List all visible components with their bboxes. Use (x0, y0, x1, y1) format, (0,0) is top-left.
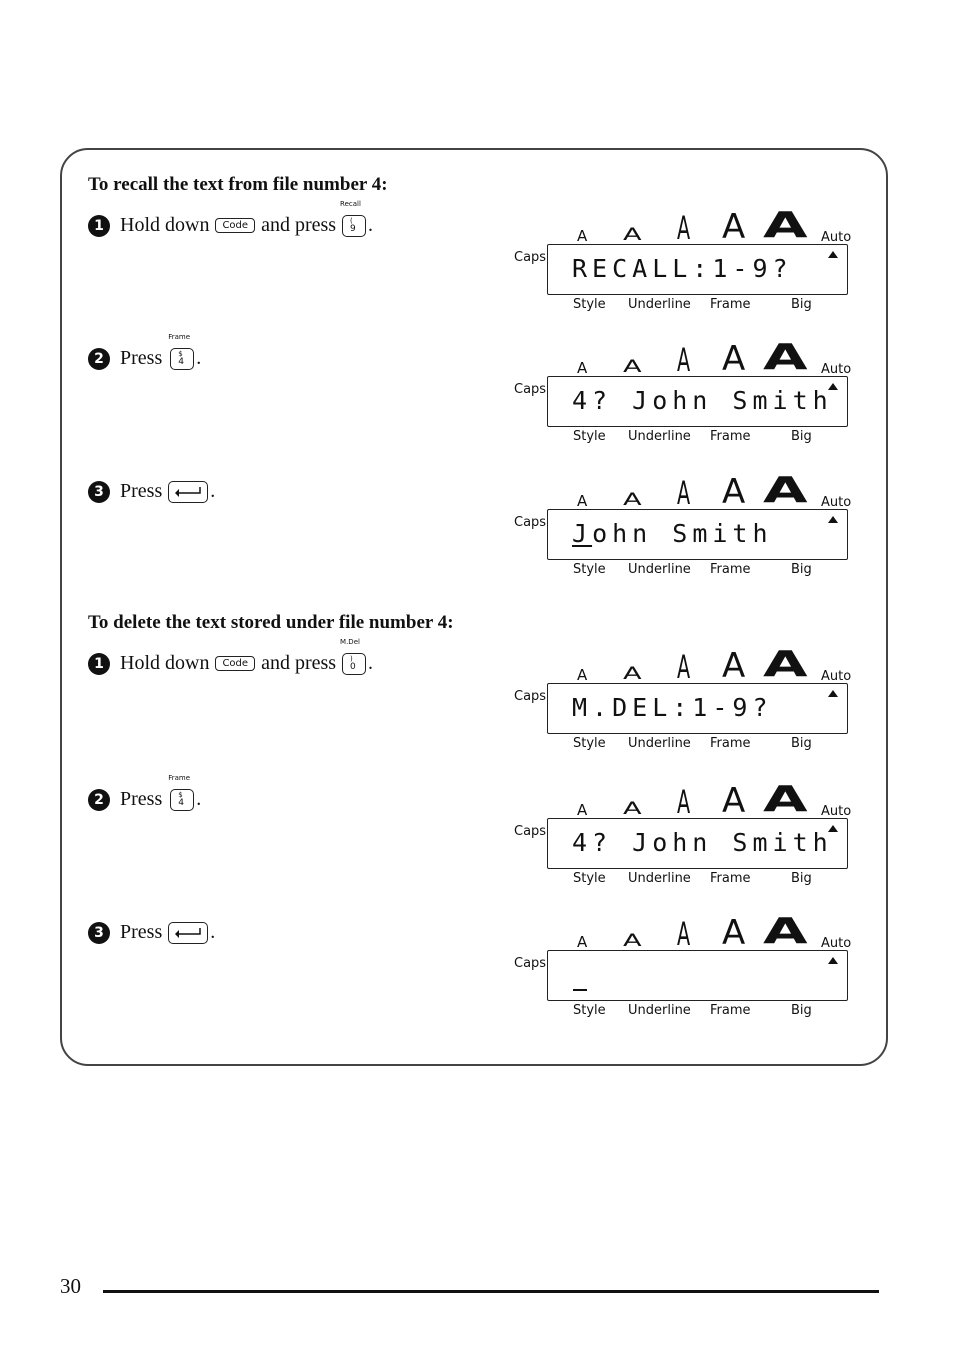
up-arrow-icon (828, 825, 838, 832)
size-indicator: A (677, 648, 691, 686)
lcd-text: John Smith (572, 519, 773, 548)
lcd-bottom-label: Underline (628, 562, 691, 577)
step-end: . (196, 347, 202, 369)
size-indicator: A (763, 911, 808, 952)
lcd-bottom-label: Underline (628, 429, 691, 444)
caps-indicator: Caps (514, 250, 547, 265)
lcd-display (513, 911, 858, 1018)
step-delete-2 (88, 773, 202, 811)
caps-indicator: Caps (514, 515, 547, 530)
size-indicator: A (722, 339, 746, 379)
key-0 (340, 637, 366, 675)
step-recall-1 (88, 199, 374, 237)
footer-rule (103, 1290, 879, 1293)
size-indicator: A (763, 779, 808, 820)
caps-indicator: Caps (514, 824, 547, 839)
lcd-bottom-label: Frame (710, 1003, 751, 1018)
step-recall-2 (88, 332, 202, 370)
size-indicator: A (577, 666, 588, 684)
lcd-text: 4? John Smith (572, 386, 833, 415)
lcd-screen (547, 950, 848, 1001)
auto-indicator: Auto (821, 230, 852, 245)
size-indicator: A (677, 783, 691, 821)
lcd-text: M.DEL:1-9? (572, 693, 773, 722)
step-end: . (368, 652, 374, 674)
step-number: 2 (88, 789, 110, 811)
size-indicator: A (722, 646, 746, 686)
lcd-bottom-label: Frame (710, 736, 751, 751)
size-indicator: A (623, 931, 642, 951)
size-indicator: A (577, 359, 588, 377)
section-heading-recall: To recall the text from file number 4: (88, 174, 388, 195)
lcd-display (513, 205, 858, 312)
page-number: 30 (60, 1274, 81, 1298)
size-indicator: A (677, 915, 691, 953)
lcd-bottom-label: Big (791, 297, 812, 312)
lcd-display (513, 470, 858, 577)
lcd-bottom-label: Frame (710, 871, 751, 886)
key-function-label: M.Del (340, 637, 360, 646)
caps-indicator: Caps (514, 956, 547, 971)
step-end: . (210, 480, 216, 502)
size-indicator: A (677, 474, 691, 512)
step-number: 1 (88, 215, 110, 237)
lcd-bottom-label: Style (573, 1003, 606, 1018)
key-4 (168, 773, 194, 811)
key-digit: 4 (178, 356, 184, 367)
size-indicator: A (623, 799, 642, 819)
size-indicator: A (623, 490, 642, 510)
step-delete-1 (88, 637, 374, 675)
lcd-bottom-label: Frame (710, 562, 751, 577)
cursor-mark (573, 989, 587, 991)
key-symbol: $ (178, 349, 183, 358)
key-digit: 4 (178, 797, 184, 808)
section-heading-delete: To delete the text stored under file number 4: (88, 612, 454, 633)
key-symbol: ) (350, 654, 353, 663)
step-text: Press (120, 347, 163, 369)
step-text: Hold down (120, 652, 210, 674)
step-end: . (196, 788, 202, 810)
step-number: 3 (88, 481, 110, 503)
size-indicator: A (722, 913, 746, 953)
lcd-bottom-label: Style (573, 871, 606, 886)
step-recall-3 (88, 480, 215, 503)
size-indicator: A (763, 205, 808, 246)
auto-indicator: Auto (821, 804, 852, 819)
up-arrow-icon (828, 957, 838, 964)
size-indicator: A (577, 492, 588, 510)
size-indicator: A (722, 472, 746, 512)
step-end: . (210, 921, 216, 943)
size-indicator: A (623, 357, 642, 377)
step-text: Hold down (120, 214, 210, 236)
step-text: and press (261, 652, 337, 674)
lcd-bottom-label: Underline (628, 736, 691, 751)
lcd-bottom-label: Big (791, 871, 812, 886)
lcd-bottom-label: Big (791, 1003, 812, 1018)
lcd-screen (547, 683, 848, 734)
step-delete-3 (88, 921, 215, 944)
lcd-bottom-label: Style (573, 429, 606, 444)
size-indicator: A (623, 664, 642, 684)
size-indicator: A (763, 337, 808, 378)
lcd-display (513, 779, 858, 886)
caps-indicator: Caps (514, 382, 547, 397)
lcd-text: 4? John Smith (572, 828, 833, 857)
caps-indicator: Caps (514, 689, 547, 704)
lcd-screen (547, 376, 848, 427)
size-indicator: A (763, 644, 808, 685)
step-number: 2 (88, 348, 110, 370)
lcd-bottom-label: Underline (628, 297, 691, 312)
lcd-screen (547, 244, 848, 295)
step-text: Press (120, 921, 163, 943)
lcd-screen (547, 509, 848, 560)
auto-indicator: Auto (821, 669, 852, 684)
up-arrow-icon (828, 516, 838, 523)
up-arrow-icon (828, 383, 838, 390)
size-indicator: A (722, 781, 746, 821)
key-function-label: Recall (340, 199, 361, 208)
lcd-bottom-label: Big (791, 429, 812, 444)
code-key: Code (215, 218, 255, 233)
auto-indicator: Auto (821, 936, 852, 951)
lcd-bottom-label: Underline (628, 871, 691, 886)
enter-key-icon (168, 481, 208, 503)
lcd-bottom-label: Big (791, 736, 812, 751)
key-digit: 0 (350, 661, 356, 672)
step-number: 3 (88, 922, 110, 944)
key-4 (168, 332, 194, 370)
size-indicator: A (577, 933, 588, 951)
size-indicator: A (677, 209, 691, 247)
key-function-label: Frame (168, 773, 191, 782)
key-symbol: ( (350, 216, 353, 225)
size-indicator: A (623, 225, 642, 245)
key-9 (340, 199, 366, 237)
auto-indicator: Auto (821, 362, 852, 377)
lcd-bottom-label: Frame (710, 297, 751, 312)
lcd-bottom-label: Style (573, 562, 606, 577)
lcd-bottom-label: Style (573, 297, 606, 312)
key-function-label: Frame (168, 332, 191, 341)
lcd-screen (547, 818, 848, 869)
up-arrow-icon (828, 251, 838, 258)
auto-indicator: Auto (821, 495, 852, 510)
enter-key-icon (168, 922, 208, 944)
size-indicator: A (763, 470, 808, 511)
key-symbol: $ (178, 790, 183, 799)
lcd-bottom-label: Big (791, 562, 812, 577)
lcd-display (513, 644, 858, 751)
step-number: 1 (88, 653, 110, 675)
up-arrow-icon (828, 690, 838, 697)
size-indicator: A (577, 801, 588, 819)
size-indicator: A (677, 341, 691, 379)
lcd-display (513, 337, 858, 444)
key-digit: 9 (350, 223, 356, 234)
step-text: and press (261, 214, 337, 236)
lcd-bottom-label: Style (573, 736, 606, 751)
lcd-bottom-label: Underline (628, 1003, 691, 1018)
step-text: Press (120, 480, 163, 502)
lcd-text: RECALL:1-9? (572, 254, 793, 283)
step-end: . (368, 214, 374, 236)
code-key: Code (215, 656, 255, 671)
step-text: Press (120, 788, 163, 810)
size-indicator: A (722, 207, 746, 247)
size-indicator: A (577, 227, 588, 245)
lcd-bottom-label: Frame (710, 429, 751, 444)
